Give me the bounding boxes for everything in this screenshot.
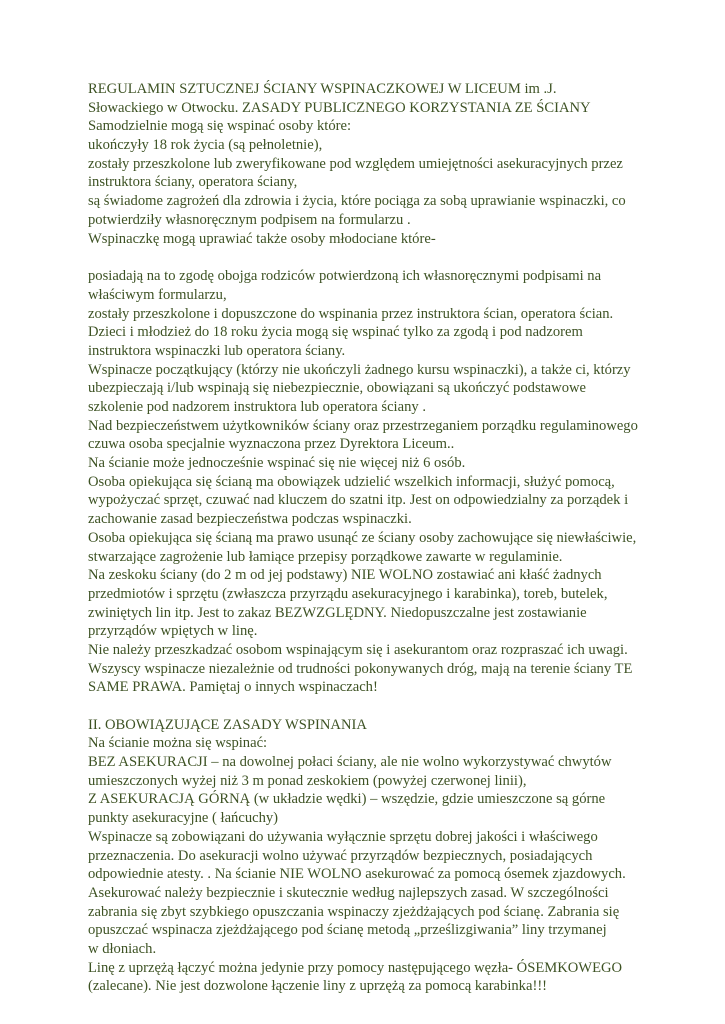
- text-line: Nad bezpieczeństwem użytkowników ściany oraz przestrzeganiem porządku regulaminowego: [88, 417, 638, 434]
- text-line: potwierdziły własnoręcznym podpisem na formularzu .: [88, 211, 411, 228]
- text-line: stwarzające zagrożenie lub łamiące przepisy porządkowe zawarte w regulaminie.: [88, 548, 563, 565]
- text-line: Osoba opiekująca się ścianą ma obowiązek udzielić wszelkich informacji, służyć pomocą,: [88, 473, 615, 490]
- text-line: opuszczać wspinacza zjeżdżającego pod ścianę metodą „prześlizgiwania” liny trzymanej: [88, 922, 607, 939]
- text-line: Na ścianie można się wspinać:: [88, 735, 268, 752]
- text-line: w dłoniach.: [88, 940, 157, 957]
- text-line: zabrania się zbyt szybkiego opuszczania wspinaczy zjeżdżających pod ścianę. Zabrania się: [88, 903, 620, 920]
- section-heading: II. OBOWIĄZUJĄCE ZASADY WSPINANIA: [88, 716, 367, 733]
- text-line: odpowiednie atesty. . Na ścianie NIE WOLNO asekurować za pomocą ósemek zjazdowych.: [88, 866, 626, 883]
- text-line: Słowackiego w Otwocku. ZASADY PUBLICZNEGO KORZYSTANIA ZE ŚCIANY: [88, 99, 591, 116]
- text-line: zostały przeszkolone i dopuszczone do wspinania przez instruktora ścian, operatora ścian.: [88, 305, 614, 322]
- text-line: przyrządów wpiętych w linę.: [88, 623, 258, 640]
- paragraph-gap: [88, 697, 668, 716]
- text-line: zwiniętych lin itp. Jest to zakaz BEZWZGLĘDNY. Niedopuszczalne jest zostawianie: [88, 604, 587, 621]
- text-line: Z ASEKURACJĄ GÓRNĄ (w układzie wędki) – wszędzie, gdzie umieszczone są górne: [88, 791, 606, 808]
- climbing-rules-section: [88, 716, 668, 996]
- text-line: Wspinaczkę mogą uprawiać także osoby młodociane które-: [88, 230, 436, 247]
- text-line: właściwym formularzu,: [88, 286, 227, 303]
- text-line: umieszczonych wyżej niż 3 m ponad zeskokiem (powyżej czerwonej linii),: [88, 772, 527, 789]
- text-line: Asekurować należy bezpiecznie i skutecznie według najlepszych zasad. W szczególności: [88, 884, 609, 901]
- text-line: SAME PRAWA. Pamiętaj o innych wspinaczach!: [88, 679, 378, 696]
- text-line: Wspinacze początkujący (którzy nie ukończyli żadnego kursu wspinaczki), a także ci, którzy: [88, 361, 631, 378]
- text-line: instruktora wspinaczki lub operatora ściany.: [88, 342, 346, 359]
- text-line: Wszyscy wspinacze niezależnie od trudności pokonywanych dróg, mają na terenie ściany TE: [88, 660, 633, 677]
- text-line: ukończyły 18 rok życia (są pełnoletnie),: [88, 137, 323, 154]
- text-line: zachowanie zasad bezpieczeństwa podczas wspinaczki.: [88, 511, 412, 528]
- text-line: instruktora ściany, operatora ściany,: [88, 174, 298, 191]
- regulations-section: [88, 80, 668, 248]
- text-line: szkolenie pod nadzorem instruktora lub operatora ściany .: [88, 399, 426, 415]
- rules-section: [88, 267, 668, 697]
- document-page: [88, 80, 668, 996]
- text-line: posiadają na to zgodę obojga rodziców potwierdzoną ich własnoręcznymi podpisami na: [88, 268, 602, 285]
- text-line: punkty asekuracyjne ( łańcuchy): [88, 810, 279, 827]
- text-line: czuwa osoba specjalnie wyznaczona przez Dyrektora Liceum..: [88, 436, 455, 453]
- text-line: wypożyczać sprzęt, czuwać nad kluczem do szatni itp. Jest on odpowiedzialny za porządek i: [88, 492, 629, 509]
- text-line: Wspinacze są zobowiązani do używania wyłącznie sprzętu dobrej jakości i właściwego: [88, 828, 598, 845]
- text-line: Na ścianie może jednocześnie wspinać się nie więcej niż 6 osób.: [88, 455, 466, 472]
- text-line: BEZ ASEKURACJI – na dowolnej połaci ściany, ale nie wolno wykorzystywać chwytów: [88, 754, 612, 771]
- paragraph-gap: [88, 248, 668, 267]
- text-line: (zalecane). Nie jest dozwolone łączenie liny z uprzężą za pomocą karabinka!!!: [88, 978, 548, 995]
- text-line: Na zeskoku ściany (do 2 m od jej podstawy) NIE WOLNO zostawiać ani kłaść żadnych: [88, 567, 602, 584]
- text-line: REGULAMIN SZTUCZNEJ ŚCIANY WSPINACZKOWEJ W LICEUM im .J.: [88, 81, 557, 97]
- text-line: zostały przeszkolone lub zweryfikowane pod względem umiejętności asekuracyjnych przez: [88, 155, 623, 172]
- text-line: są świadome zagrożeń dla zdrowia i życia, które pociąga za sobą uprawianie wspinaczki, co: [88, 193, 626, 210]
- text-line: przedmiotów i sprzętu (zwłaszcza przyrządu asekuracyjnego i karabinka), toreb, butelek,: [88, 585, 608, 602]
- text-line: przeznaczenia. Do asekuracji wolno używać przyrządów bezpiecznych, posiadających: [88, 847, 593, 864]
- text-line: Osoba opiekująca się ścianą ma prawo usunąć ze ściany osoby zachowujące się niewłaściwie,: [88, 529, 637, 546]
- text-line: Dzieci i młodzież do 18 roku życia mogą się wspinać tylko za zgodą i pod nadzorem: [88, 324, 583, 341]
- text-line: Linę z uprzężą łączyć można jedynie przy pomocy następującego węzła- ÓSEMKOWEGO: [88, 959, 623, 976]
- text-line: Nie należy przeszkadzać osobom wspinającym się i asekurantom oraz rozpraszać ich uwagi.: [88, 641, 628, 658]
- text-line: Samodzielnie mogą się wspinać osoby które:: [88, 118, 352, 135]
- text-line: ubezpieczają i/lub wspinają się niebezpiecznie, obowiązani są ukończyć podstawowe: [88, 380, 587, 397]
